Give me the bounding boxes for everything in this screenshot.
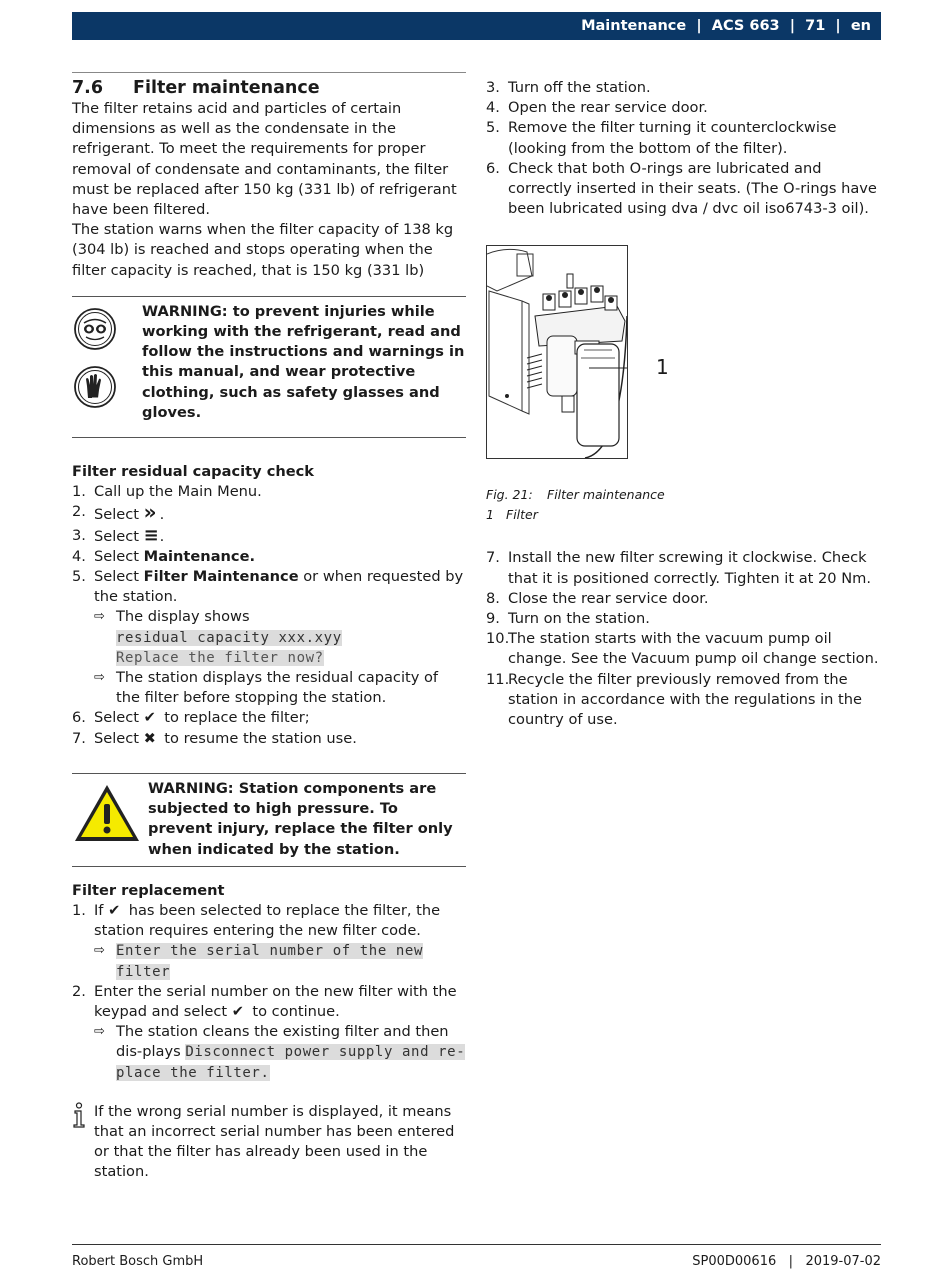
list-item: 2. Enter the serial number on the new filter with the keypad and select ✔ to continue. ⇨ The station cleans the existing filter and then dis-plays Disconnect power supply and re- place the filter. — [72, 982, 466, 1083]
display-message: place the filter. — [116, 1064, 270, 1081]
display-message: Disconnect power supply and re- — [185, 1044, 466, 1061]
step-result: ⇨ The station cleans the existing filter and then dis-plays Disconnect power supply and re- place the filter. — [94, 1022, 466, 1083]
list-item: 6. Check that both O-rings are lubricated and correctly inserted in their seats. (The O-rings have been lubricated using dva / dvc oil iso6743-3 oil). — [486, 159, 877, 218]
right-column — [486, 78, 886, 730]
figure-legend-number: 1 — [486, 507, 494, 523]
info-note — [72, 1102, 466, 1183]
header-model: ACS 663 — [711, 17, 780, 34]
filter-illustration — [487, 246, 627, 458]
step-result — [94, 941, 466, 981]
figure-caption — [486, 485, 886, 525]
list-item: 5. Select Filter Maintenance or when requested by the station. ⇨ The display shows residual capacity xxx.xyy Replace the filter now? ⇨ The station displays the residual capacity of the filter before stopping the station. — [72, 567, 466, 708]
list-item: 8. Close the rear service door. — [486, 589, 709, 607]
header-language: en — [850, 17, 871, 34]
section-heading — [72, 77, 466, 99]
check-icon: ✔ — [108, 901, 121, 919]
replacement-steps-final — [486, 548, 886, 730]
display-message: Replace the filter now? — [116, 649, 324, 666]
left-column — [72, 72, 466, 1183]
display-message: Enter the serial number of the new — [116, 943, 423, 960]
replacement-steps-continued — [486, 78, 886, 219]
header-section: Maintenance — [581, 17, 687, 34]
check-icon: ✔ — [143, 709, 156, 727]
check-icon: ✔ — [231, 1002, 244, 1020]
header-page-number: 71 — [805, 17, 826, 34]
warning-triangle-icon — [72, 782, 148, 850]
double-chevron-right-icon: » — [143, 500, 157, 525]
list-item: 2. Select » . — [72, 500, 165, 525]
step-result: ⇨ The station displays the residual capacity of the filter before stopping the station. — [94, 668, 466, 708]
list-item: 7. Select ✖ to resume the station use. — [72, 729, 466, 749]
warning-text-protective: WARNING: to prevent injuries while working with the refrigerant, read and follow the instructions and warnings in this manual, and wear protective clothing, such as safety glasses and gloves. — [142, 302, 465, 421]
gloves-icon — [72, 364, 142, 416]
display-message: residual capacity xxx.xyy — [116, 629, 342, 646]
list-item: 5. Remove the filter turning it counterclockwise (looking from the bottom of the filter). — [486, 119, 837, 157]
list-item: 1. If ✔ has been selected to replace the filter, the station requires entering the new filter code. ⇨ Enter the serial number of the new filter — [72, 901, 466, 982]
figure-legend-text: Filter — [506, 507, 538, 523]
residual-check-heading: Filter residual capacity check — [72, 463, 314, 481]
footer-doc-code: SP00D00616 — [692, 1254, 777, 1269]
footer-company: Robert Bosch GmbH — [72, 1254, 204, 1269]
info-icon — [72, 1102, 94, 1183]
replacement-heading: Filter replacement — [72, 881, 225, 899]
warning-icons — [72, 302, 142, 423]
list-item: 4. Select Maintenance. — [72, 547, 256, 565]
result-arrow-icon: ⇨ — [94, 609, 105, 625]
cross-icon: ✖ — [143, 729, 156, 747]
page-header-bar: Maintenance | ACS 663 | 71 | en — [72, 12, 881, 40]
list-item: 9. Turn on the station. — [486, 610, 650, 628]
replacement-steps — [72, 901, 466, 1083]
menu-lines-icon: ≡ — [143, 524, 159, 546]
section-number: 7.6 — [72, 78, 104, 98]
intro-paragraph-2: The station warns when the filter capacity of 138 kg (304 lb) is reached and stops operating when the filter capacity is reached, that is 150 kg (331 lb) — [72, 221, 454, 279]
list-item: 7. Install the new filter screwing it clockwise. Check that it is positioned correctly. Tighten it at 20 Nm. — [486, 549, 871, 587]
warning-text-pressure: WARNING: Station components are subjected to high pressure. To prevent injury, replace the filter only when indicated by the station. — [148, 779, 453, 858]
footer-date: 2019-07-02 — [805, 1254, 881, 1269]
list-item: 10. The station starts with the vacuum pump oil change. See the Vacuum pump oil change section. — [486, 630, 879, 668]
figure-callout-label: 1 — [656, 355, 669, 380]
result-arrow-icon: ⇨ — [94, 670, 105, 686]
intro-paragraph-1: The filter retains acid and particles of certain dimensions as well as the condensate in the refrigerant. To meet the requirements for proper removal of condensate and contaminants, the filter must be replaced after 150 kg (331 lb) of refrigerant have been filtered. — [72, 100, 457, 219]
figure-title: Filter maintenance — [547, 487, 665, 503]
list-item: 3. Select ≡. — [72, 524, 165, 546]
list-item: 4. Open the rear service door. — [486, 99, 708, 117]
info-note-text: If the wrong serial number is displayed, it means that an incorrect serial number has been entered or that the filter has already been used in the station. — [94, 1102, 455, 1181]
list-item: 11. Recycle the filter previously removed from the station in accordance with the regulations in the country of use. — [486, 670, 863, 729]
result-arrow-icon: ⇨ — [94, 943, 105, 959]
figure-filter-maintenance — [486, 245, 669, 459]
warning-box-protective — [72, 296, 466, 438]
step-result: ⇨ The display shows residual capacity xxx.xyy Replace the filter now? — [94, 607, 466, 668]
residual-check-steps — [72, 482, 466, 749]
safety-glasses-icon — [72, 306, 142, 358]
footer-doc-info: SP00D00616 | 2019-07-02 — [692, 1254, 881, 1269]
warning-box-pressure — [72, 773, 466, 867]
list-item: 3. Turn off the station. — [486, 79, 651, 96]
list-item: 1. Call up the Main Menu. — [72, 483, 262, 501]
section-title: Filter maintenance — [133, 78, 320, 98]
display-message: filter — [116, 963, 171, 980]
section-rule — [72, 72, 466, 73]
figure-number: Fig. 21: — [486, 487, 533, 503]
result-arrow-icon: ⇨ — [94, 1024, 105, 1040]
footer-rule — [72, 1244, 881, 1245]
list-item: 6. Select ✔ to replace the filter; — [72, 708, 466, 728]
